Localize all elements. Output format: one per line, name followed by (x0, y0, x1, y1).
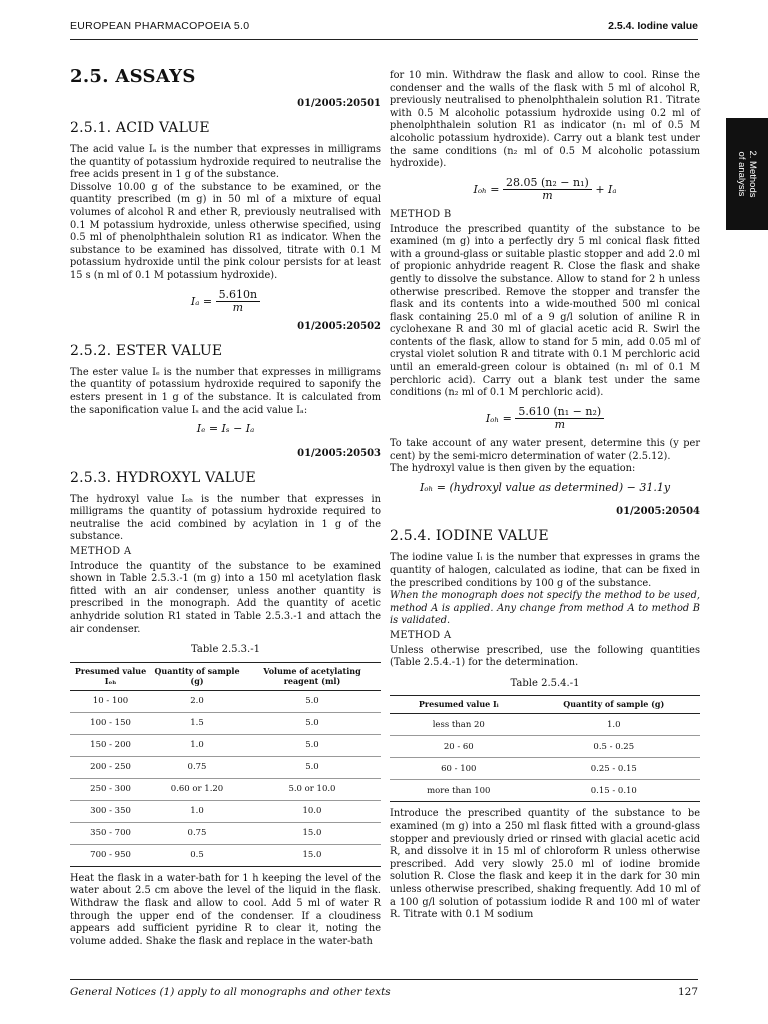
fraction: $\frac{\text{5.610 (n₁ − n₂)}}{m}$ (515, 406, 604, 432)
paragraph: The hydroxyl value is then given by the equation: (390, 463, 636, 475)
table-header-cell: Presumed value Iₒₕ (70, 662, 151, 690)
table-row: 350 - 700 0.75 15.0 (70, 822, 381, 844)
table-row: 20 - 60 0.5 - 0.25 (390, 736, 700, 758)
section-heading-hydroxyl-value: 2.5.3. HYDROXYL VALUE (70, 469, 256, 486)
paragraph: for 10 min. Withdraw the flask and allow to cool. Rinse the condenser and the walls of the flask with 5 ml of alcohol R, previously neutralised to phenolphthalein solution R1. Titrate with 0.5 M alcoholic potassium hydroxide using 0.2 ml of phenolphthalein solution R1 as indicator (n₁ ml of 0.5 M alcoholic potassium hydroxide). Carry out a blank test under the same conditions (n₂ ml of 0.5 M alcoholic potassium hydroxide). (390, 70, 700, 170)
table-caption: Table 2.5.4.-1 (510, 677, 580, 689)
monograph-ref-iodine: 01/2005:20504 (616, 506, 700, 518)
section-thumb-tab (726, 118, 768, 230)
footer-note: General Notices (1) apply to all monographs and other texts (70, 986, 391, 998)
header-rule (70, 39, 698, 40)
chapter-title: 2.5. ASSAYS (70, 66, 196, 87)
fraction: $\frac{5.610n}{m}$ (216, 289, 261, 315)
table-row: 300 - 350 1.0 10.0 (70, 800, 381, 822)
formula-ester-value: Iₑ = Iₛ − Iₐ (196, 422, 255, 436)
paragraph: To take account of any water present, determine this (y per cent) by the semi-micro determination of water (2.5.12). (390, 438, 700, 462)
monograph-ref-hydroxyl: 01/2005:20503 (297, 447, 381, 459)
formula-hydroxyl-method-b: Iₒₕ = $\frac{\text{5.610 (n₁ − n₂)}}{m}$ (390, 406, 700, 432)
paragraph: Unless otherwise prescribed, use the following quantities (Table 2.5.4.-1) for the determination. (390, 644, 700, 669)
paragraph: Heat the flask in a water-bath for 1 h keeping the level of the water about 2.5 cm above the level of the liquid in the flask. Withdraw the flask and allow to cool. Add 5 ml of water R through the upper end of the condenser. If a cloudiness appears add sufficient pyridine R to clear it, noting the volume added. Shake the flask and replace in the water-bath (70, 872, 381, 947)
paragraph: The hydroxyl value Iₒₕ is the number that expresses in milligrams the quantity of potassium hydroxide required to neutralise the acid combined by acylation in 1 g of the substance. (70, 493, 381, 543)
page-number: 127 (677, 986, 698, 998)
hydroxyl-quantity-table (70, 662, 381, 867)
method-b-heading: METHOD B (390, 208, 452, 220)
section-heading-iodine-value: 2.5.4. IODINE VALUE (390, 528, 549, 545)
table-row: 10 - 100 2.0 5.0 (70, 690, 381, 712)
paragraph: Introduce the quantity of the substance to be examined shown in Table 2.5.3.-1 (m g) into a 150 ml acetylation flask fitted with an air condenser, unless another quantity is prescribed in the monograph. Add the quantity of acetic anhydride solution R1 stated in Table 2.5.3.-1 and attach the air condenser. (70, 560, 381, 635)
section-heading-acid-value: 2.5.1. ACID VALUE (70, 120, 210, 136)
running-header-left: EUROPEAN PHARMACOPOEIA 5.0 (70, 20, 250, 32)
table-row: 250 - 300 0.60 or 1.20 5.0 or 10.0 (70, 778, 381, 800)
formula-hydroxyl-correction: Iₒₕ = (hydroxyl value as determined) − 31.1y (419, 480, 671, 494)
fraction: $\frac{\text{28.05 (n₂ − n₁)}}{m}$ (503, 177, 592, 203)
table-row: 200 - 250 0.75 5.0 (70, 756, 381, 778)
section-thumb-label: 2. Methods of analysis (736, 150, 758, 198)
paragraph: Introduce the prescribed quantity of the substance to be examined (m g) into a perfectly dry 5 ml conical flask fitted with a ground-glass or suitable plastic stopper and add 2.0 ml of propionic anhydride reagent R. Close the flask and shake gently to dissolve the substance. Allow to stand for 2 h unless otherwise prescribed. Remove the stopper and transfer the flask and its contents into a wide-mouthed 500 ml conical flask containing 25.0 ml of a 9 g/l solution of aniline R in cyclohexane R and 30 ml of glacial acetic acid R. Swirl the contents of the flask, allow to stand for 5 min, add 0.05 ml of crystal violet solution R and titrate with 0.1 M perchloric acid until an emerald-green colour is obtained (n₁ ml of 0.1 M perchloric acid). Carry out a blank test under the same conditions (n₂ ml of 0.1 M perchloric acid). (390, 223, 700, 399)
monograph-ref-acid: 01/2005:20501 (297, 98, 381, 109)
table-header-cell: Quantity of sample (g) (528, 696, 700, 714)
table-header-cell: Volume of acetylating reagent (ml) (243, 662, 381, 690)
table-row: 100 - 150 1.5 5.0 (70, 712, 381, 734)
paragraph: The acid value Iₐ is the number that expresses in milligrams the quantity of potassium hydroxide required to neutralise the free acids present in 1 g of the substance. (70, 144, 381, 181)
table-row: 700 - 950 0.5 15.0 (70, 844, 381, 866)
paragraph: The iodine value Iᵢ is the number that expresses in grams the quantity of halogen, calculated as iodine, that can be fixed in the prescribed conditions by 100 g of the substance. (390, 552, 700, 589)
table-header-cell: Quantity of sample (g) (151, 662, 243, 690)
left-column (70, 66, 381, 948)
formula-acid-value: Iₐ = $\frac{5.610n}{m}$ (70, 289, 381, 315)
paragraph-italic: When the monograph does not specify the method to be used, method A is applied. Any change from method A to method B is validated. (390, 590, 700, 627)
paragraph: Dissolve 10.00 g of the substance to be examined, or the quantity prescribed (m g) in 50 ml of a mixture of equal volumes of alcohol R and ether R, previously neutralised with 0.1 M potassium hydroxide, unless otherwise specified, using 0.5 ml of phenolphthalein solution R1 as indicator. When the substance to be examined has dissolved, titrate with 0.1 M potassium hydroxide until the pink colour persists for at least 15 s (n ml of 0.1 M potassium hydroxide). (70, 181, 381, 281)
table-row: less than 20 1.0 (390, 714, 700, 736)
table-row: 60 - 100 0.25 - 0.15 (390, 758, 700, 780)
table-row: more than 100 0.15 - 0.10 (390, 780, 700, 802)
running-header-right: 2.5.4. Iodine value (608, 20, 698, 32)
section-heading-ester-value: 2.5.2. ESTER VALUE (70, 342, 223, 359)
right-column (390, 70, 700, 922)
method-a-heading: METHOD A (70, 546, 132, 558)
footer-rule (70, 979, 698, 980)
paragraph: The ester value Iₑ is the number that expresses in milligrams the quantity of potassium hydroxide required to saponify the esters present in 1 g of the substance. It is calculated from the saponification value Iₛ and the acid value Iₐ: (70, 366, 381, 416)
table-row: 150 - 200 1.0 5.0 (70, 734, 381, 756)
method-a-heading: METHOD A (390, 629, 452, 641)
table-caption: Table 2.5.3.-1 (191, 644, 260, 656)
monograph-ref-ester: 01/2005:20502 (297, 320, 381, 332)
iodine-quantity-table (390, 695, 700, 802)
paragraph: Introduce the prescribed quantity of the substance to be examined (m g) into a 250 ml flask fitted with a ground-glass stopper and previously dried or rinsed with glacial acetic acid R, and dissolve it in 15 ml of chloroform R unless otherwise prescribed. Add very slowly 25.0 ml of iodine bromide solution R. Close the flask and keep it in the dark for 30 min unless otherwise prescribed, shaking frequently. Add 10 ml of a 100 g/l solution of potassium iodide R and 100 ml of water R. Titrate with 0.1 M sodium (390, 808, 700, 921)
formula-hydroxyl-method-a: Iₒₕ = $\frac{\text{28.05 (n₂ − n₁)}}{m}$ + Iₐ (473, 175, 617, 203)
table-header-cell: Presumed value Iᵢ (390, 696, 528, 714)
